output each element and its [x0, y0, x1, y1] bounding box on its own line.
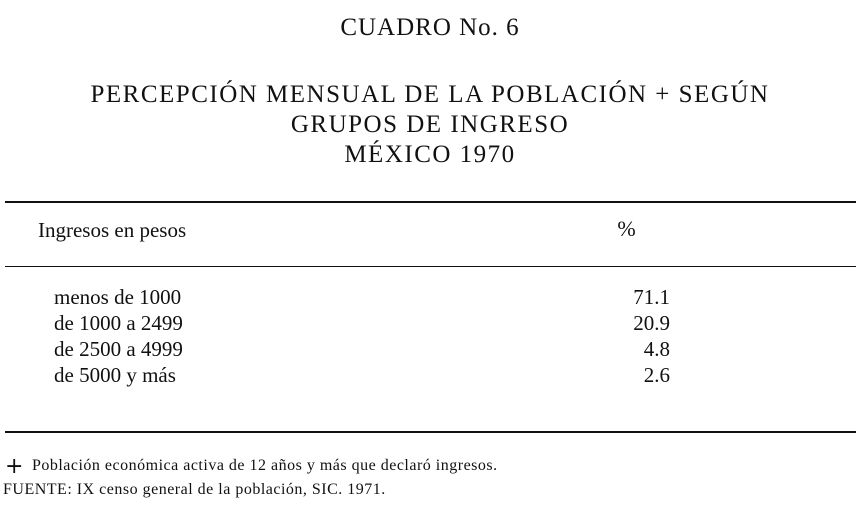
- percent-column-header: %: [617, 216, 635, 241]
- row-label: de 2500 a 4999: [54, 337, 183, 361]
- row-label: de 5000 y más: [54, 363, 176, 387]
- table-row: [0, 284, 860, 310]
- footnote-symbol: +: [5, 454, 24, 479]
- bottom-rule: [5, 431, 856, 433]
- source-note: FUENTE: IX censo general de la población, SIC. 1971.: [3, 481, 386, 498]
- row-label: de 1000 a 2499: [54, 311, 183, 335]
- table-row: [0, 362, 860, 388]
- table-row: [0, 336, 860, 362]
- footnote-text: Población económica activa de 12 años y más que declaró ingresos.: [31, 457, 498, 474]
- footnote: [3, 455, 498, 478]
- row-value: 2.6: [643, 363, 670, 387]
- table-row: [0, 310, 860, 336]
- row-value: 4.8: [643, 337, 670, 361]
- table-title: [0, 80, 860, 170]
- row-value: 71.1: [633, 285, 670, 309]
- title-line-3: MÉXICO 1970: [344, 141, 516, 168]
- row-label: menos de 1000: [54, 285, 182, 309]
- header-rule: [5, 266, 856, 267]
- table-body: [0, 284, 860, 388]
- title-line-1: PERCEPCIÓN MENSUAL DE LA POBLACIÓN + SEGÚN: [90, 81, 770, 108]
- top-rule: [5, 201, 856, 203]
- table-number: CUADRO No. 6: [340, 14, 520, 41]
- income-column-header: Ingresos en pesos: [38, 218, 187, 242]
- row-value: 20.9: [633, 311, 670, 335]
- title-line-2: GRUPOS DE INGRESO: [290, 111, 570, 138]
